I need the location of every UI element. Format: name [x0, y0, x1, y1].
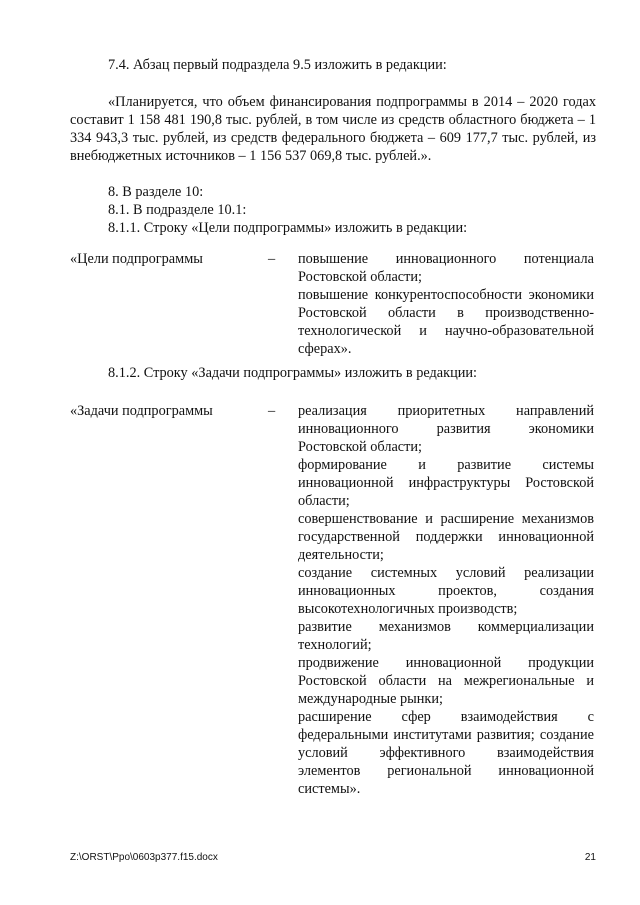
task-line: формирование и развитие системы инновационной инфраструктуры Ростовской области; — [298, 457, 594, 509]
financing-quote-paragraph: «Планируется, что объем финансирования подпрограммы в 2014 – 2020 годах составит 1 158 481 190,8 тыс. рублей, в том числе из средств областного бюджета – 1 334 943,3 тыс. рублей, из средств федерального бюджета – 609 177,7 тыс. рублей, из внебюджетных источников – 1 156 537 069,8 тыс. рублей.». — [70, 94, 596, 164]
task-line: реализация приоритетных направлений инновационного развития экономики Ростовской области; — [298, 403, 594, 455]
section-8-1-1-heading: 8.1.1. Строку «Цели подпрограммы» изложить в редакции: — [108, 220, 468, 236]
footer-file-path: Z:\ORST\Ppo\0603p377.f15.docx — [70, 852, 218, 863]
tasks-row-dash: – — [268, 403, 276, 419]
section-8-1-2-heading: 8.1.2. Строку «Задачи подпрограммы» изложить в редакции: — [108, 365, 478, 381]
tasks-row-label: «Задачи подпрограммы — [70, 403, 213, 419]
task-line: развитие механизмов коммерциализации технологий; — [298, 619, 594, 653]
tasks-row-content — [298, 402, 594, 798]
goals-row-content — [298, 250, 594, 358]
goals-row-label: «Цели подпрограммы — [70, 251, 203, 267]
task-line: продвижение инновационной продукции Ростовской области на межрегиональные и международные рынки; — [298, 655, 594, 707]
section-8-heading: 8. В разделе 10: — [108, 184, 204, 200]
goal-line: повышение конкурентоспособности экономики Ростовской области в производственно-технологической и научно-образовательной сферах». — [298, 287, 594, 357]
task-line: создание системных условий реализации инновационных проектов, создания высокотехнологичных производств; — [298, 565, 594, 617]
goal-line: повышение инновационного потенциала Ростовской области; — [298, 251, 594, 285]
section-8-items — [70, 183, 596, 237]
task-line: расширение сфер взаимодействия с федеральными институтами развития; создание условий эффективного взаимодействия элементов региональной инновационной системы». — [298, 709, 594, 797]
page-number: 21 — [584, 852, 596, 863]
goals-row-dash: – — [268, 251, 276, 267]
section-7-4-heading: 7.4. Абзац первый подраздела 9.5 изложить в редакции: — [108, 57, 447, 73]
task-line: совершенствование и расширение механизмов государственной поддержки инновационной деятельности; — [298, 511, 594, 563]
section-8-1-heading: 8.1. В подразделе 10.1: — [108, 202, 247, 218]
